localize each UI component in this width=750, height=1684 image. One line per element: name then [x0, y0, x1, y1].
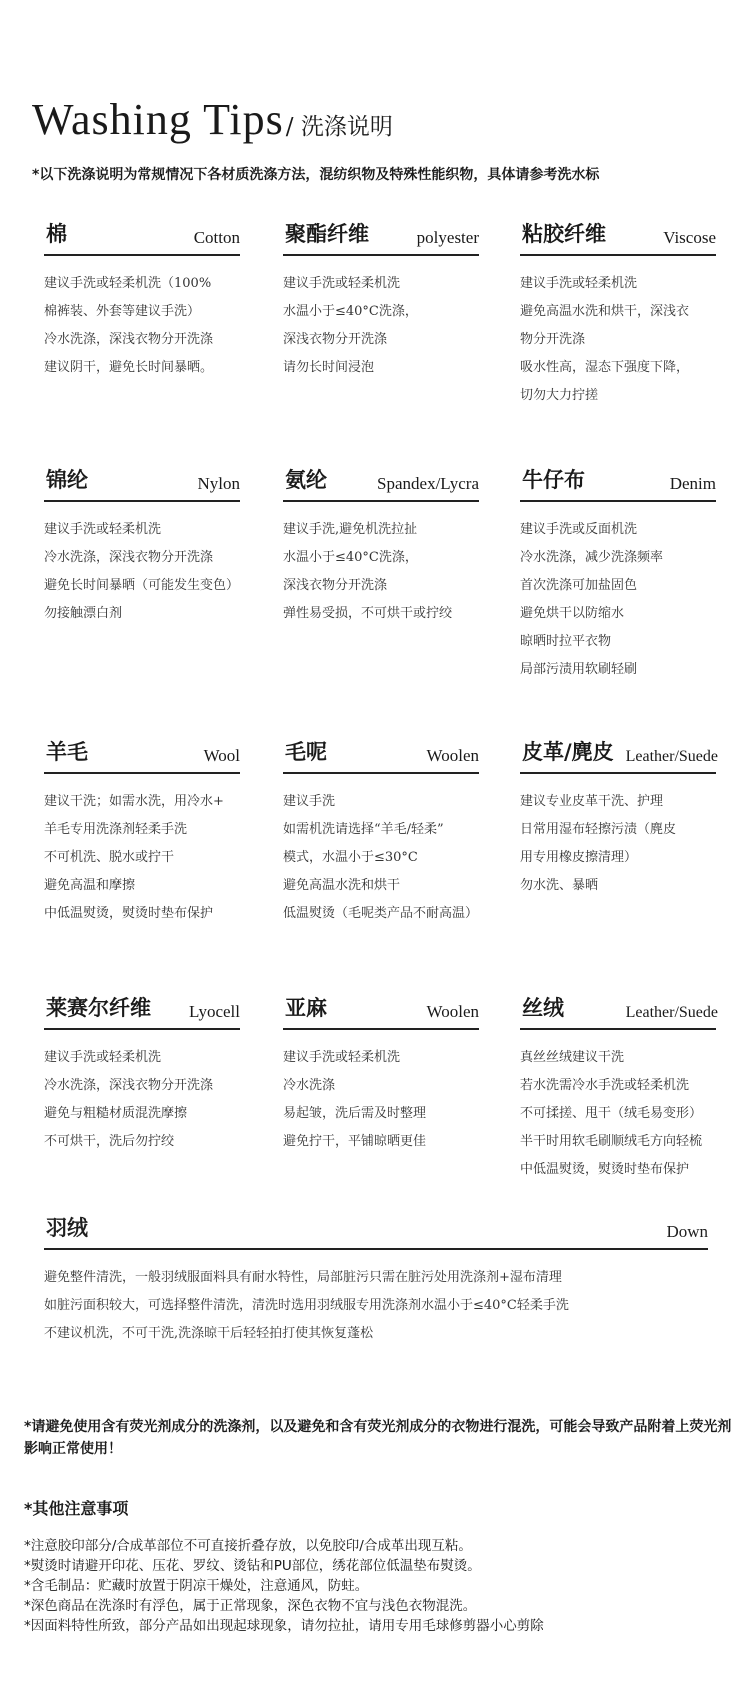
- card-line: 羊毛专用洗涤剂轻柔手洗: [44, 822, 188, 837]
- card-title-en: Down: [666, 1222, 708, 1241]
- card-line: 半干时用软毛刷顺绒毛方向轻梳: [520, 1134, 703, 1149]
- card-line: 建议手洗或轻柔机洗: [44, 1050, 162, 1065]
- card-body: [283, 788, 479, 928]
- card-title-cn: 聚酯纤维: [285, 222, 369, 246]
- card-wool: [44, 736, 240, 928]
- card-title-cn: 毛呢: [285, 740, 327, 764]
- card-title-cn: 粘胶纤维: [522, 222, 606, 246]
- card-line: 建议干洗；如需水洗，用冷水+: [44, 794, 224, 809]
- card-woolen: [283, 736, 479, 928]
- card-body: [283, 516, 479, 628]
- card-line: 冷水洗涤，深浅衣物分开洗涤: [44, 1078, 214, 1093]
- card-line: 若水洗需冷水手洗或轻柔机洗: [520, 1078, 690, 1093]
- card-header: [44, 464, 240, 502]
- card-title-en: Viscose: [663, 228, 716, 247]
- card-header: [283, 464, 479, 502]
- card-down: [44, 1212, 708, 1348]
- card-body: [44, 516, 240, 628]
- card-line: 建议专业皮革干洗、护理: [520, 794, 664, 809]
- card-line: 不可揉搓、甩干（绒毛易变形）: [520, 1106, 703, 1121]
- page-title-en: Washing Tips: [32, 95, 284, 144]
- card-line: 局部污渍用软刷轻刷: [520, 662, 638, 677]
- card-title-en: Lyocell: [189, 1002, 240, 1021]
- card-line: 不建议机洗，不可干洗,洗涤晾干后轻轻拍打使其恢复蓬松: [44, 1326, 374, 1341]
- card-line: 建议手洗,避免机洗拉扯: [283, 522, 418, 537]
- card-line: 建议手洗或轻柔机洗: [283, 276, 401, 291]
- card-line: 深浅衣物分开洗涤: [283, 578, 388, 593]
- card-line: 避免烘干以防缩水: [520, 606, 625, 621]
- card-nylon: [44, 464, 240, 628]
- card-body: [44, 270, 240, 382]
- card-body: [44, 788, 240, 928]
- card-line: 物分开洗涤: [520, 332, 586, 347]
- card-line: 勿接触漂白剂: [44, 606, 123, 621]
- card-header: [44, 736, 240, 774]
- card-line: 首次洗涤可加盐固色: [520, 578, 638, 593]
- card-line: 不可机洗、脱水或拧干: [44, 850, 175, 865]
- card-polyester: [283, 218, 479, 382]
- card-lyocell: [44, 992, 240, 1156]
- card-body: [520, 1044, 716, 1184]
- card-header: [520, 464, 716, 502]
- card-line: 冷水洗涤: [283, 1078, 336, 1093]
- card-line: 避免与粗糙材质混洗摩擦: [44, 1106, 188, 1121]
- card-title-en: Woolen: [426, 1002, 479, 1021]
- card-header: [283, 736, 479, 774]
- card-line: 建议手洗或反面机洗: [520, 522, 638, 537]
- card-title-cn: 氨纶: [285, 468, 327, 492]
- card-line: 避免高温和摩擦: [44, 878, 136, 893]
- card-title-en: Leather/Suede: [625, 1004, 718, 1021]
- card-line: 避免长时间暴晒（可能发生变色）: [44, 578, 240, 593]
- card-header: [283, 218, 479, 256]
- card-line: 避免高温水洗和烘干: [283, 878, 401, 893]
- other-note-item: *含毛制品：贮藏时放置于阴凉干燥处，注意通风，防蛀。: [24, 1578, 369, 1594]
- card-spandex: [283, 464, 479, 628]
- card-body: [44, 1044, 240, 1156]
- card-header: [283, 992, 479, 1030]
- card-header: [44, 218, 240, 256]
- card-body: [283, 270, 479, 382]
- card-line: 避免高温水洗和烘干，深浅衣: [520, 304, 690, 319]
- card-cotton: [44, 218, 240, 382]
- card-line: 建议手洗或轻柔机洗（100%: [44, 276, 212, 291]
- card-line: 切勿大力拧搓: [520, 388, 599, 403]
- other-note-item: *因面料特性所致，部分产品如出现起球现象，请勿拉扯，请用专用毛球修剪器小心剪除: [24, 1618, 544, 1634]
- card-line: 水温小于≤40°C洗涤，: [283, 550, 418, 565]
- card-denim: [520, 464, 716, 684]
- card-title-cn: 莱赛尔纤维: [46, 996, 151, 1020]
- card-title-en: Wool: [203, 746, 240, 765]
- card-line: 水温小于≤40°C洗涤，: [283, 304, 418, 319]
- card-line: 避免整件清洗，一般羽绒服面料具有耐水特性，局部脏污只需在脏污处用洗涤剂+湿布清理: [44, 1270, 562, 1285]
- card-header: [44, 992, 240, 1030]
- card-linen: [283, 992, 479, 1156]
- card-title-en: polyester: [416, 228, 479, 247]
- card-title-en: Nylon: [197, 474, 240, 493]
- card-line: 如脏污面积较大，可选择整件清洗，清洗时选用羽绒服专用洗涤剂水温小于≤40°C轻柔手洗: [44, 1298, 569, 1313]
- card-line: 冷水洗涤，深浅衣物分开洗涤: [44, 332, 214, 347]
- other-note-item: *注意胶印部分/合成革部位不可直接折叠存放，以免胶印/合成革出现互粘。: [24, 1538, 472, 1554]
- card-body: [520, 516, 716, 684]
- card-line: 易起皱，洗后需及时整理: [283, 1106, 427, 1121]
- card-line: 棉裤装、外套等建议手洗）: [44, 304, 201, 319]
- card-line: 吸水性高，湿态下强度下降，: [520, 360, 690, 375]
- card-header: [520, 218, 716, 256]
- card-viscose: [520, 218, 716, 410]
- card-line: 日常用湿布轻擦污渍（麂皮: [520, 822, 677, 837]
- other-note-item: *深色商品在洗涤时有浮色，属于正常现象，深色衣物不宜与浅色衣物混洗。: [24, 1598, 477, 1614]
- card-title-cn: 牛仔布: [522, 468, 585, 492]
- page-title-cn: / 洗涤说明: [285, 114, 393, 140]
- page-title: [32, 94, 393, 145]
- card-line: 低温熨烫（毛呢类产品不耐高温）: [283, 906, 479, 921]
- card-leather-suede: [520, 736, 716, 900]
- card-title-cn: 羽绒: [46, 1216, 88, 1240]
- card-line: 真丝丝绒建议干洗: [520, 1050, 625, 1065]
- card-line: 不可烘干，洗后勿拧绞: [44, 1134, 175, 1149]
- card-line: 如需机洗请选择“羊毛/轻柔”: [283, 822, 444, 837]
- card-title-en: Denim: [669, 474, 716, 493]
- card-body: [283, 1044, 479, 1156]
- card-line: 建议手洗或轻柔机洗: [44, 522, 162, 537]
- card-title-en: Woolen: [426, 746, 479, 765]
- card-title-cn: 丝绒: [522, 996, 564, 1020]
- intro-note: *以下洗涤说明为常规情况下各材质洗涤方法，混纺织物及特殊性能织物，具体请参考洗水标: [32, 167, 600, 183]
- card-velvet: [520, 992, 716, 1184]
- card-line: 模式，水温小于≤30°C: [283, 850, 418, 865]
- card-line: 深浅衣物分开洗涤: [283, 332, 388, 347]
- card-header: [44, 1212, 708, 1250]
- card-line: 冷水洗涤，深浅衣物分开洗涤: [44, 550, 214, 565]
- card-line: 晾晒时拉平衣物: [520, 634, 612, 649]
- card-body: [520, 788, 716, 900]
- card-line: 冷水洗涤，减少洗涤频率: [520, 550, 664, 565]
- card-title-cn: 锦纶: [46, 468, 88, 492]
- card-body: [520, 270, 716, 410]
- card-line: 建议手洗或轻柔机洗: [283, 1050, 401, 1065]
- card-header: [520, 992, 716, 1030]
- card-body: [44, 1264, 708, 1348]
- card-line: 勿水洗、暴晒: [520, 878, 599, 893]
- card-title-cn: 亚麻: [285, 996, 327, 1020]
- other-notes-title: *其他注意事项: [24, 1499, 129, 1518]
- card-line: 建议手洗: [283, 794, 336, 809]
- fluorescent-warning: *请避免使用含有荧光剂成分的洗涤剂，以及避免和含有荧光剂成分的衣物进行混洗，可能会导致产品附着上荧光剂影响正常使用！: [24, 1419, 732, 1457]
- card-line: 建议阴干，避免长时间暴晒。: [44, 360, 214, 375]
- other-note-item: *熨烫时请避开印花、压花、罗纹、烫钻和PU部位，绣花部位低温垫布熨烫。: [24, 1558, 481, 1574]
- card-title-cn: 羊毛: [46, 740, 88, 764]
- card-line: 避免拧干，平铺晾晒更佳: [283, 1134, 427, 1149]
- card-title-cn: 棉: [46, 222, 67, 246]
- card-line: 用专用橡皮擦清理）: [520, 850, 638, 865]
- card-line: 中低温熨烫，熨烫时垫布保护: [44, 906, 214, 921]
- card-line: 建议手洗或轻柔机洗: [520, 276, 638, 291]
- card-title-en: Cotton: [193, 228, 240, 247]
- card-title-cn: 皮革/麂皮: [522, 740, 614, 764]
- card-line: 请勿长时间浸泡: [283, 360, 375, 375]
- other-notes-list: [24, 1536, 544, 1636]
- card-line: 弹性易受损，不可烘干或拧绞: [283, 606, 453, 621]
- card-title-en: Leather/Suede: [625, 748, 718, 765]
- card-header: [520, 736, 716, 774]
- card-line: 中低温熨烫，熨烫时垫布保护: [520, 1162, 690, 1177]
- card-title-en: Spandex/Lycra: [377, 474, 479, 493]
